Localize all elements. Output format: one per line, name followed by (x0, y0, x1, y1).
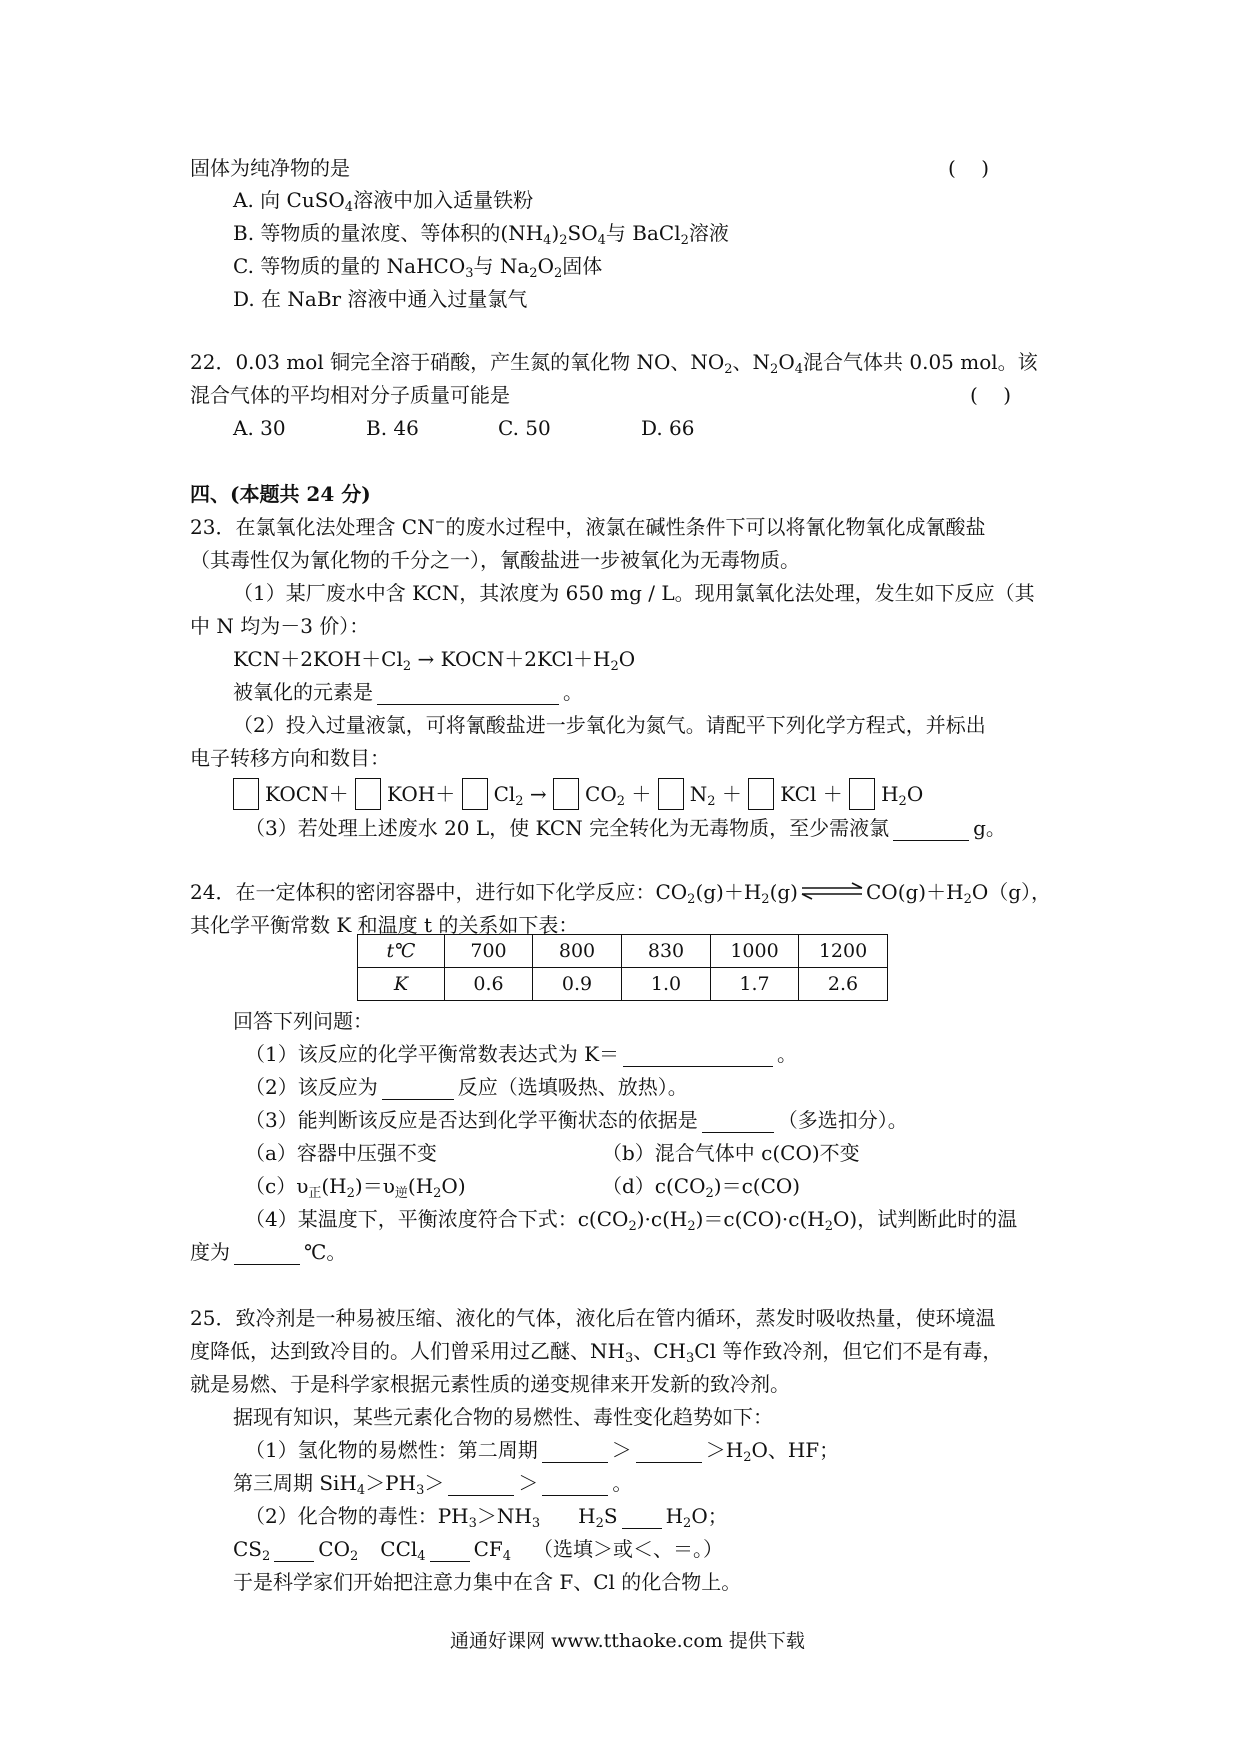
q23-part2-line2: 电子转移方向和数目： (190, 746, 390, 770)
q25-line3: 就是易燃、于是科学家根据元素性质的递变规律来开发新的致冷剂。 (190, 1372, 790, 1396)
answer-blank[interactable] (377, 680, 559, 705)
q24-answer-intro: 回答下列问题： (233, 1009, 373, 1033)
table-cell: 1000 (711, 935, 799, 968)
page-footer: 通通好课网 www.tthaoke.com 提供下载 (450, 1630, 805, 1652)
q23-line1: 23．在氯氧化法处理含 CN−的废水过程中，液氯在碱性条件下可以将氰化物氧化成氰酸盐 (190, 515, 986, 539)
q23-part2-line1: （2）投入过量液氯，可将氰酸盐进一步氧化为氮气。请配平下列化学方程式，并标出 (233, 713, 986, 737)
equilibrium-arrow-icon (800, 881, 864, 901)
q22-options (233, 412, 753, 444)
answer-blank[interactable] (636, 1438, 702, 1463)
table-cell: 1.0 (622, 968, 711, 1001)
answer-blank[interactable] (893, 816, 969, 841)
q23-equation1: $KCN+2KOH+Cl_2$ → $KOCN+2KCl+H_2O$ (233, 647, 636, 674)
table-cell: 700 (445, 935, 533, 968)
q25-part2-line2: $CS_2$ $CO_2$ CCl$_4$ $CF_4$ （选填＞或＜、＝。） (233, 1537, 724, 1564)
q21-option-c: C. 等物质的量的 NaHCO$_3$与 $Na_2O_2$固体 (233, 254, 603, 281)
q24-part1: （1）该反应的化学平衡常数表达式为 K＝ 。 (245, 1042, 798, 1066)
section-heading: 四、(本题共 24 分) (190, 482, 371, 506)
q22-option-c: C. 50 (498, 416, 551, 440)
q22-line2: 混合气体的平均相对分子质量可能是 (190, 383, 510, 407)
coefficient-box[interactable] (849, 778, 875, 810)
table-cell: 1200 (799, 935, 888, 968)
q21-option-a: A. 向 CuSO$_4$溶液中加入适量铁粉 (233, 188, 534, 215)
answer-blank[interactable] (542, 1438, 608, 1463)
equilibrium-constant-table (357, 934, 888, 1001)
q24-option-a: （a）容器中压强不变 (245, 1141, 437, 1165)
q23-line2: （其毒性仅为氰化物的千分之一），氰酸盐进一步被氧化为无毒物质。 (190, 548, 800, 572)
q23-part3: （3）若处理上述废水 20 L，使 KCN 完全转化为无毒物质，至少需液氯 g。 (245, 816, 1006, 840)
q21-option-d: D. 在 NaBr 溶液中通入过量氯气 (233, 287, 528, 311)
q22-option-b: B. 46 (366, 416, 419, 440)
q25-part1-line1: （1）氢化物的易燃性：第二周期 ＞ $>H_2O$、HF； (245, 1438, 840, 1465)
q24-line2: 其化学平衡常数 K 和温度 t 的关系如下表： (190, 913, 579, 937)
q25-line1: 25．致冷剂是一种易被压缩、液化的气体，液化后在管内循环，蒸发时吸收热量，使环境温 (190, 1306, 996, 1330)
table-header-k: K (358, 968, 445, 1001)
q24-part2: （2）该反应为 反应（选填吸热、放热）。 (245, 1075, 688, 1099)
q21-option-b: B. 等物质的量浓度、等体积的$(NH_4)_2SO_4$与 BaCl$_2$溶液 (233, 221, 729, 248)
table-cell: 2.6 (799, 968, 888, 1001)
answer-blank[interactable] (622, 1504, 662, 1529)
q24-option-c: $(c)\upsilon_正(H_2)=\upsilon_逆(H_2O)$ (245, 1174, 466, 1201)
table-cell: 800 (533, 935, 622, 968)
q22-option-d: D. 66 (641, 416, 695, 440)
answer-blank[interactable] (382, 1075, 454, 1100)
table-cell: 0.9 (533, 968, 622, 1001)
answer-blank[interactable] (430, 1537, 470, 1562)
coefficient-box[interactable] (553, 778, 579, 810)
answer-blank[interactable] (234, 1240, 300, 1265)
table-header-temperature: t℃ (358, 935, 445, 968)
q24-part3: （3）能判断该反应是否达到化学平衡状态的依据是 （多选扣分）。 (245, 1108, 908, 1132)
table-row (358, 968, 888, 1001)
q23-part1-question: 被氧化的元素是 。 (233, 680, 583, 704)
q23-equation2: KOCN＋ $KOH+ Cl_2 \to CO_2 + N_2$ ＋ KCl ＋ $H_2O$ (233, 778, 923, 810)
q25-line2: 度降低，达到致冷目的。人们曾采用过乙醚、$NH_3$、$CH_3Cl$ 等作致冷剂，但它们不是有毒， (190, 1339, 1003, 1366)
q21-answer-paren: ( ) (948, 156, 990, 180)
q24-option-b: （b）混合气体中 c(CO)不变 (602, 1141, 860, 1165)
q25-last-line: 于是科学家们开始把注意力集中在含 F、Cl 的化合物上。 (233, 1570, 742, 1594)
coefficient-box[interactable] (748, 778, 774, 810)
table-cell: 830 (622, 935, 711, 968)
q25-part2-line1: （2）化合物的毒性：$PH_3>NH_3$ $H_2S$ $H_2O$； (245, 1504, 728, 1531)
table-row (358, 935, 888, 968)
q24-option-d: $(d)c(CO_2)=c(CO)$ (602, 1174, 801, 1201)
q22-answer-paren: ( ) (970, 383, 1012, 407)
coefficient-box[interactable] (462, 778, 488, 810)
q25-part1-line2: 第三周期 $SiH_4>PH_3>$ ＞ 。 (233, 1471, 633, 1498)
q22-line1: 22．0.03 mol 铜完全溶于硝酸，产生氮的氧化物 NO、$NO_2$、$N_2O_4$混合气体共 0.05 mol。该 (190, 350, 1038, 377)
coefficient-box[interactable] (233, 778, 259, 810)
q24-part4-line2: 度为 ℃。 (190, 1240, 347, 1264)
answer-blank[interactable] (448, 1471, 514, 1496)
q23-part1-line2: 中 N 均为－3 价）： (190, 614, 370, 638)
answer-blank[interactable] (542, 1471, 608, 1496)
table-cell: 1.7 (711, 968, 799, 1001)
coefficient-box[interactable] (355, 778, 381, 810)
q21-stem-tail: 固体为纯净物的是 (190, 156, 350, 180)
answer-blank[interactable] (623, 1042, 773, 1067)
answer-blank[interactable] (702, 1108, 774, 1133)
q23-part1-line1: （1）某厂废水中含 KCN，其浓度为 650 mg / L。现用氯氧化法处理，发生如下反应（其 (233, 581, 1035, 605)
q24-part4-line1: （4）某温度下，平衡浓度符合下式：$c(CO_2)\cdot c(H_2)=c(CO)\cdot c(H_2O)$，试判断此时的温 (245, 1207, 1018, 1234)
q24-line1: 24．在一定体积的密闭容器中，进行如下化学反应：$CO_2(g)+H_2(g)$ $CO(g)+H_2O(g)$， (190, 880, 1052, 907)
q22-option-a: A. 30 (233, 416, 286, 440)
answer-blank[interactable] (274, 1537, 314, 1562)
table-cell: 0.6 (445, 968, 533, 1001)
q25-line4: 据现有知识，某些元素化合物的易燃性、毒性变化趋势如下： (233, 1405, 773, 1429)
coefficient-box[interactable] (658, 778, 684, 810)
